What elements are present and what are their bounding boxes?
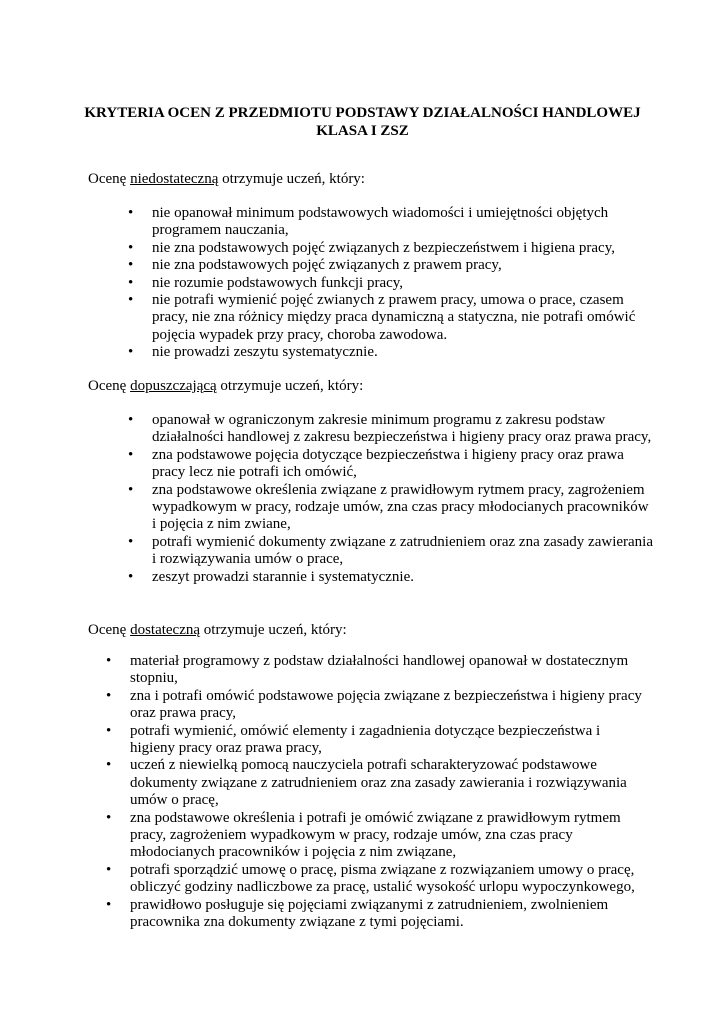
grade-label: niedostateczną <box>130 171 219 187</box>
list-item: • nie prowadzi zeszytu systematycznie. <box>128 344 648 361</box>
document-subtitle: KLASA I ZSZ <box>316 123 409 139</box>
list-item: • nie opanował minimum podstawowych wiadomości i umiejętności objętych programem nauczania, <box>128 205 648 240</box>
section-intro-niedostateczna <box>88 170 365 188</box>
intro-prefix: Ocenę <box>88 378 131 394</box>
list-item: • potrafi sporządzić umowę o pracę, pisma związane z rozwiązaniem umowy o pracę, obliczyć godziny nadliczbowe za pracę, ustalić wysokość urlopu wypoczynkowego, <box>106 862 646 897</box>
list-item: • nie zna podstawowych pojęć związanych z bezpieczeństwem i higiena pracy, <box>128 240 648 257</box>
list-item: • zna podstawowe pojęcia dotyczące bezpieczeństwa i higieny pracy oraz prawa pracy lecz nie potrafi ich omówić, <box>128 447 653 482</box>
list-item: • zna podstawowe określenia i potrafi je omówić związane z prawidłowym rytmem pracy, zagrożeniem wypadkowym w pracy, rodzaje umów, zna czas pracy młodocianych pracowników i pojęcia z nim związane, <box>106 810 646 862</box>
list-item: • opanował w ograniczonym zakresie minimum programu z zakresu podstaw działalności handlowej z zakresu bezpieczeństwa i higieny pracy oraz prawa pracy, <box>128 412 653 447</box>
intro-suffix: otrzymuje uczeń, który: <box>218 171 365 187</box>
list-item: • zna podstawowe określenia związane z prawidłowym rytmem pracy, zagrożeniem wypadkowym w pracy, rodzaje umów, zna czas pracy młodocianych pracowników i pojęcia z nim zwiane, <box>128 482 653 534</box>
list-item: • uczeń z niewielką pomocą nauczyciela potrafi scharakteryzować podstawowe dokumenty związane z zatrudnieniem oraz zna zasady zawierania i rozwiązywania umów o pracę, <box>106 757 646 809</box>
section-intro-dopuszczajaca <box>88 377 363 395</box>
list-item: • nie rozumie podstawowych funkcji pracy, <box>128 275 648 292</box>
list-item: • potrafi wymienić, omówić elementy i zagadnienia dotyczące bezpieczeństwa i higieny pracy oraz prawa pracy, <box>106 723 646 758</box>
intro-prefix: Ocenę <box>88 171 131 187</box>
list-item: • zeszyt prowadzi starannie i systematycznie. <box>128 569 653 586</box>
grade-label: dopuszczającą <box>130 378 217 394</box>
intro-suffix: otrzymuje uczeń, który: <box>200 622 347 638</box>
list-item: • nie potrafi wymienić pojęć zwianych z prawem pracy, umowa o prace, czasem pracy, nie zna różnicy między praca dynamiczną a statyczna, nie potrafi omówić pojęcia wypadek przy pracy, choroba zawodowa. <box>128 292 648 344</box>
list-item: • potrafi wymienić dokumenty związane z zatrudnieniem oraz zna zasady zawierania i rozwiązywania umów o prace, <box>128 534 653 569</box>
list-item: • prawidłowo posługuje się pojęciami związanymi z zatrudnieniem, zwolnieniem pracownika zna dokumenty związane z tymi pojęciami. <box>106 897 646 932</box>
section-intro-dostateczna <box>88 621 347 639</box>
criteria-list-dopuszczajaca <box>128 412 653 586</box>
criteria-list-niedostateczna <box>128 205 648 362</box>
intro-suffix: otrzymuje uczeń, który: <box>216 378 364 394</box>
grade-label: dostateczną <box>130 622 201 638</box>
list-item: • materiał programowy z podstaw działalności handlowej opanował w dostatecznym stopniu, <box>106 653 646 688</box>
document-title: KRYTERIA OCEN Z PRZEDMIOTU PODSTAWY DZIAŁALNOŚCI HANDLOWEJ <box>84 105 641 121</box>
criteria-list-dostateczna <box>106 653 646 932</box>
intro-prefix: Ocenę <box>88 622 131 638</box>
list-item: • zna i potrafi omówić podstawowe pojęcia związane z bezpieczeństwa i higieny pracy oraz prawa pracy, <box>106 688 646 723</box>
list-item: • nie zna podstawowych pojęć związanych z prawem pracy, <box>128 257 648 274</box>
